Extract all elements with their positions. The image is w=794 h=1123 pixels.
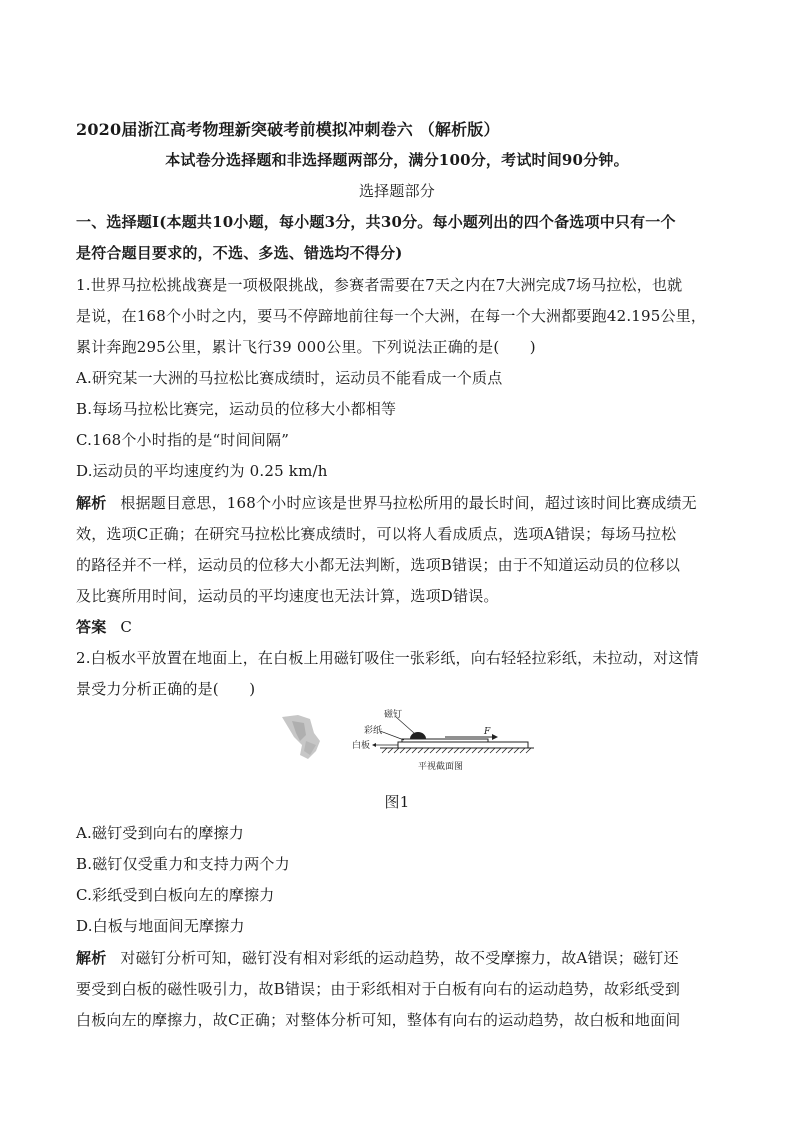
q2-analysis-text1: 对磁钉分析可知，磁钉没有相对彩纸的运动趋势，故不受摩擦力，故A错误；磁钉还 bbox=[120, 949, 679, 967]
q1-answer-label: 答案 bbox=[76, 618, 107, 636]
figure-caption: 图1 bbox=[384, 793, 410, 811]
q2-analysis-line1 bbox=[76, 948, 726, 968]
figure-photo-image bbox=[282, 715, 320, 759]
q1-option-c: C.168个小时指的是“时间间隔” bbox=[76, 431, 290, 449]
q1-analysis-text1: 根据题目意思，168个小时应该是世界马拉松所用的最长时间，超过该时间比赛成绩无 bbox=[120, 494, 697, 512]
q1-answer bbox=[76, 617, 726, 637]
q2-figure bbox=[280, 705, 540, 785]
q2-option-b: B.磁钉仅受重力和支持力两个力 bbox=[76, 855, 290, 873]
magnet-shape bbox=[410, 732, 426, 739]
board-arrowhead bbox=[372, 743, 376, 747]
board-label: 白板 bbox=[352, 741, 371, 751]
q1-analysis-line2: 效，选项C正确；在研究马拉松比赛成绩时，可以将人看成质点，选项A错误；每场马拉松 bbox=[76, 525, 677, 543]
figure-subcaption: 平视截面图 bbox=[418, 762, 464, 772]
q2-analysis-line2: 要受到白板的磁性吸引力，故B错误；由于彩纸相对于白板有向右的运动趋势，故彩纸受到 bbox=[76, 980, 681, 998]
q1-analysis-label: 解析 bbox=[76, 494, 107, 512]
board-shape bbox=[398, 742, 528, 748]
force-arrowhead bbox=[492, 734, 498, 740]
q2-option-a: A.磁钉受到向右的摩擦力 bbox=[76, 824, 245, 842]
q1-option-d: D.运动员的平均速度约为 0.25 km/h bbox=[76, 462, 328, 480]
q1-analysis-line1 bbox=[76, 493, 726, 513]
paper-leader-line bbox=[380, 731, 404, 740]
part1-instruction-line2: 是符合题目要求的，不选、多选、错选均不得分) bbox=[76, 244, 403, 262]
q1-stem-line3: 累计奔跑295公里，累计飞行39 000公里。下列说法正确的是( ) bbox=[76, 338, 536, 356]
paper-label: 彩纸 bbox=[364, 726, 383, 736]
q1-stem-line2: 是说，在168个小时之内，要马不停蹄地前往每一个大洲，在每一个大洲都要跑42.195公里， bbox=[76, 307, 707, 325]
section-heading: 选择题部分 bbox=[358, 182, 435, 200]
q1-analysis-line4: 及比赛所用时间，运动员的平均速度也无法计算，选项D错误。 bbox=[76, 587, 499, 605]
q2-analysis-line3: 白板向左的摩擦力，故C正确；对整体分析可知，整体有向右的运动趋势，故白板和地面间 bbox=[76, 1011, 681, 1029]
q2-option-d: D.白板与地面间无摩擦力 bbox=[76, 917, 245, 935]
q1-option-a: A.研究某一大洲的马拉松比赛成绩时，运动员不能看成一个质点 bbox=[76, 369, 503, 387]
q1-option-b: B.每场马拉松比赛完，运动员的位移大小都相等 bbox=[76, 400, 397, 418]
q2-figure-diagram bbox=[280, 705, 540, 785]
q2-option-c: C.彩纸受到白板向左的摩擦力 bbox=[76, 886, 275, 904]
q1-analysis-line3: 的路径并不一样，运动员的位移大小都无法判断，选项B错误；由于不知道运动员的位移以 bbox=[76, 556, 681, 574]
ground-hatching bbox=[382, 748, 531, 753]
q1-answer-value: C bbox=[120, 618, 133, 636]
magnet-label: 磁钉 bbox=[384, 710, 403, 720]
page-title: 2020届浙江高考物理新突破考前模拟冲刺卷六 （解析版） bbox=[76, 120, 500, 139]
part1-instruction-line1: 一、选择题Ⅰ(本题共10小题，每小题3分，共30分。每小题列出的四个备选项中只有一个 bbox=[76, 213, 676, 231]
exam-intro: 本试卷分选择题和非选择题两部分，满分100分，考试时间90分钟。 bbox=[165, 151, 629, 169]
q2-stem-line1: 2.白板水平放置在地面上，在白板上用磁钉吸住一张彩纸，向右轻轻拉彩纸，未拉动，对这情 bbox=[76, 649, 699, 667]
q1-stem-line1: 1.世界马拉松挑战赛是一项极限挑战，参赛者需要在7天之内在7大洲完成7场马拉松，也就 bbox=[76, 276, 683, 294]
force-label: F bbox=[484, 727, 491, 737]
q2-analysis-label: 解析 bbox=[76, 949, 107, 967]
q2-stem-line2: 景受力分析正确的是( ) bbox=[76, 680, 256, 698]
